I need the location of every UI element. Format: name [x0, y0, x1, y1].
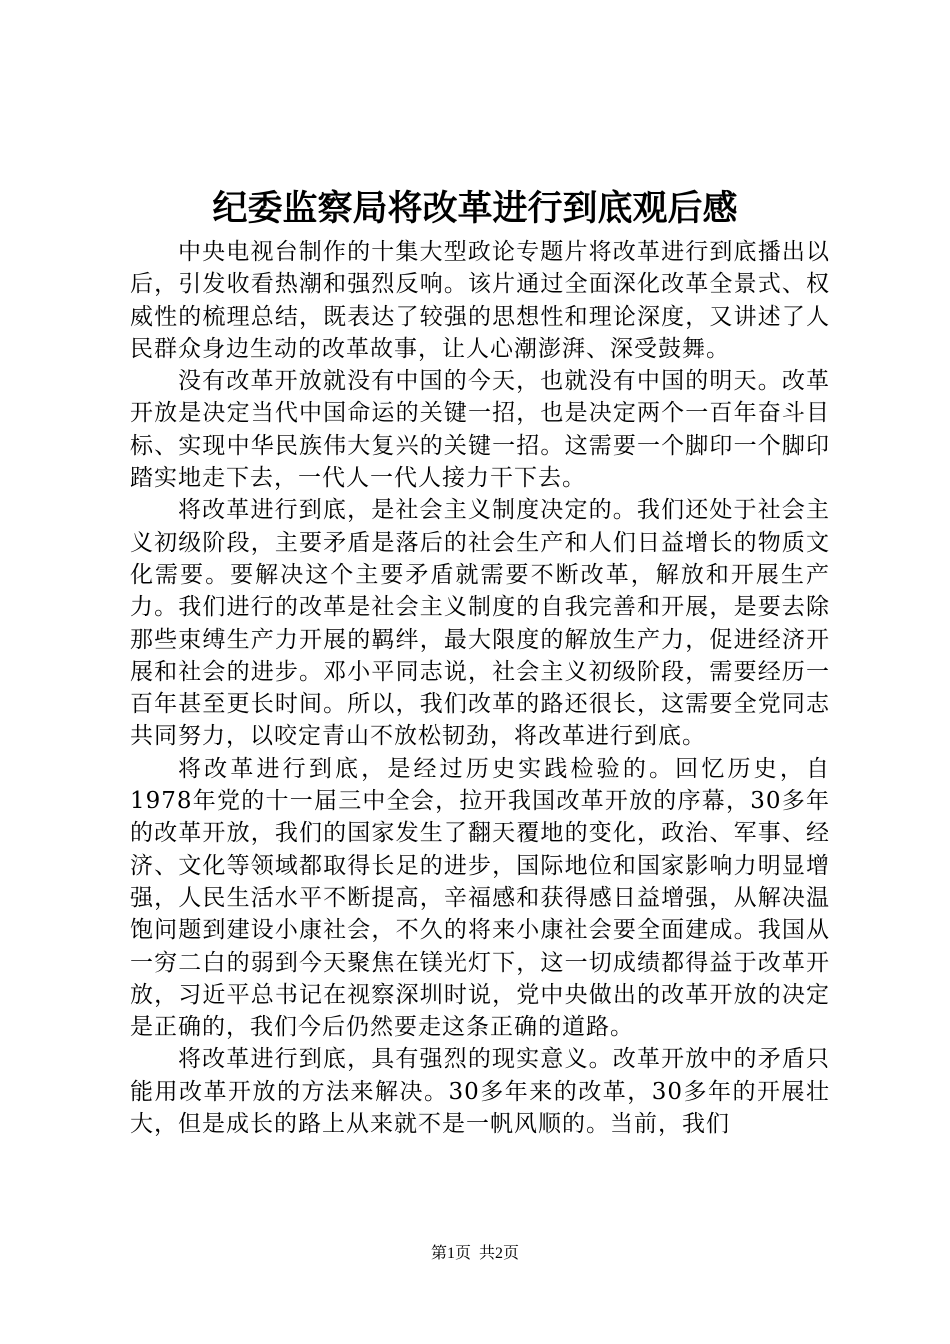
page-total: 共2页: [479, 1245, 520, 1262]
paragraph-5: 将改革进行到底，具有强烈的现实意义。改革开放中的矛盾只能用改革开放的方法来解决。30多年来的改革，30多年的开展壮大，但是成长的路上从来就不是一帆风顺的。当前，我们: [130, 1046, 830, 1138]
document-title: 纪委监察局将改革进行到底观后感: [212, 188, 738, 229]
page-footer: [0, 1243, 950, 1265]
paragraph-4: 将改革进行到底，是经过历史实践检验的。回忆历史，自1978年党的十一届三中全会，拉开我国改革开放的序幕，30多年的改革开放，我们的国家发生了翻天覆地的变化，政治、军事、经济、文化等领域都取得长足的进步，国际地位和国家影响力明显增强，人民生活水平不断提高，辛福感和获得感日益增强，从解决温饱问题到建设小康社会，不久的将来小康社会要全面建成。我国从一穷二白的弱到今天聚焦在镁光灯下，这一切成绩都得益于改革开放，习近平总书记在视察深圳时说，党中央做出的改革开放的决定是正确的，我们今后仍然要走这条正确的道路。: [130, 755, 830, 1041]
paragraph-2: 没有改革开放就没有中国的今天，也就没有中国的明天。改革开放是决定当代中国命运的关键一招，也是决定两个一百年奋斗目标、实现中华民族伟大复兴的关键一招。这需要一个脚印一个脚印踏实地走下去，一代人一代人接力干下去。: [130, 368, 830, 492]
paragraph-3: 将改革进行到底，是社会主义制度决定的。我们还处于社会主义初级阶段，主要矛盾是落后的社会生产和人们日益增长的物质文化需要。要解决这个主要矛盾就需要不断改革，解放和开展生产力。我们进行的改革是社会主义制度的自我完善和开展，是要去除那些束缚生产力开展的羁绊，最大限度的解放生产力，促进经济开展和社会的进步。邓小平同志说，社会主义初级阶段，需要经历一百年甚至更长时间。所以，我们改革的路还很长，这需要全党同志共同努力，以咬定青山不放松韧劲，将改革进行到底。: [130, 497, 830, 750]
document-body: [130, 236, 830, 1140]
paragraph-1: 中央电视台制作的十集大型政论专题片将改革进行到底播出以后，引发收看热潮和强烈反响。该片通过全面深化改革全景式、权威性的梳理总结，既表达了较强的思想性和理论深度，又讲述了人民群众身边生动的改革故事，让人心潮澎湃、深受鼓舞。: [130, 239, 830, 362]
page-number: 第1页: [430, 1245, 471, 1262]
